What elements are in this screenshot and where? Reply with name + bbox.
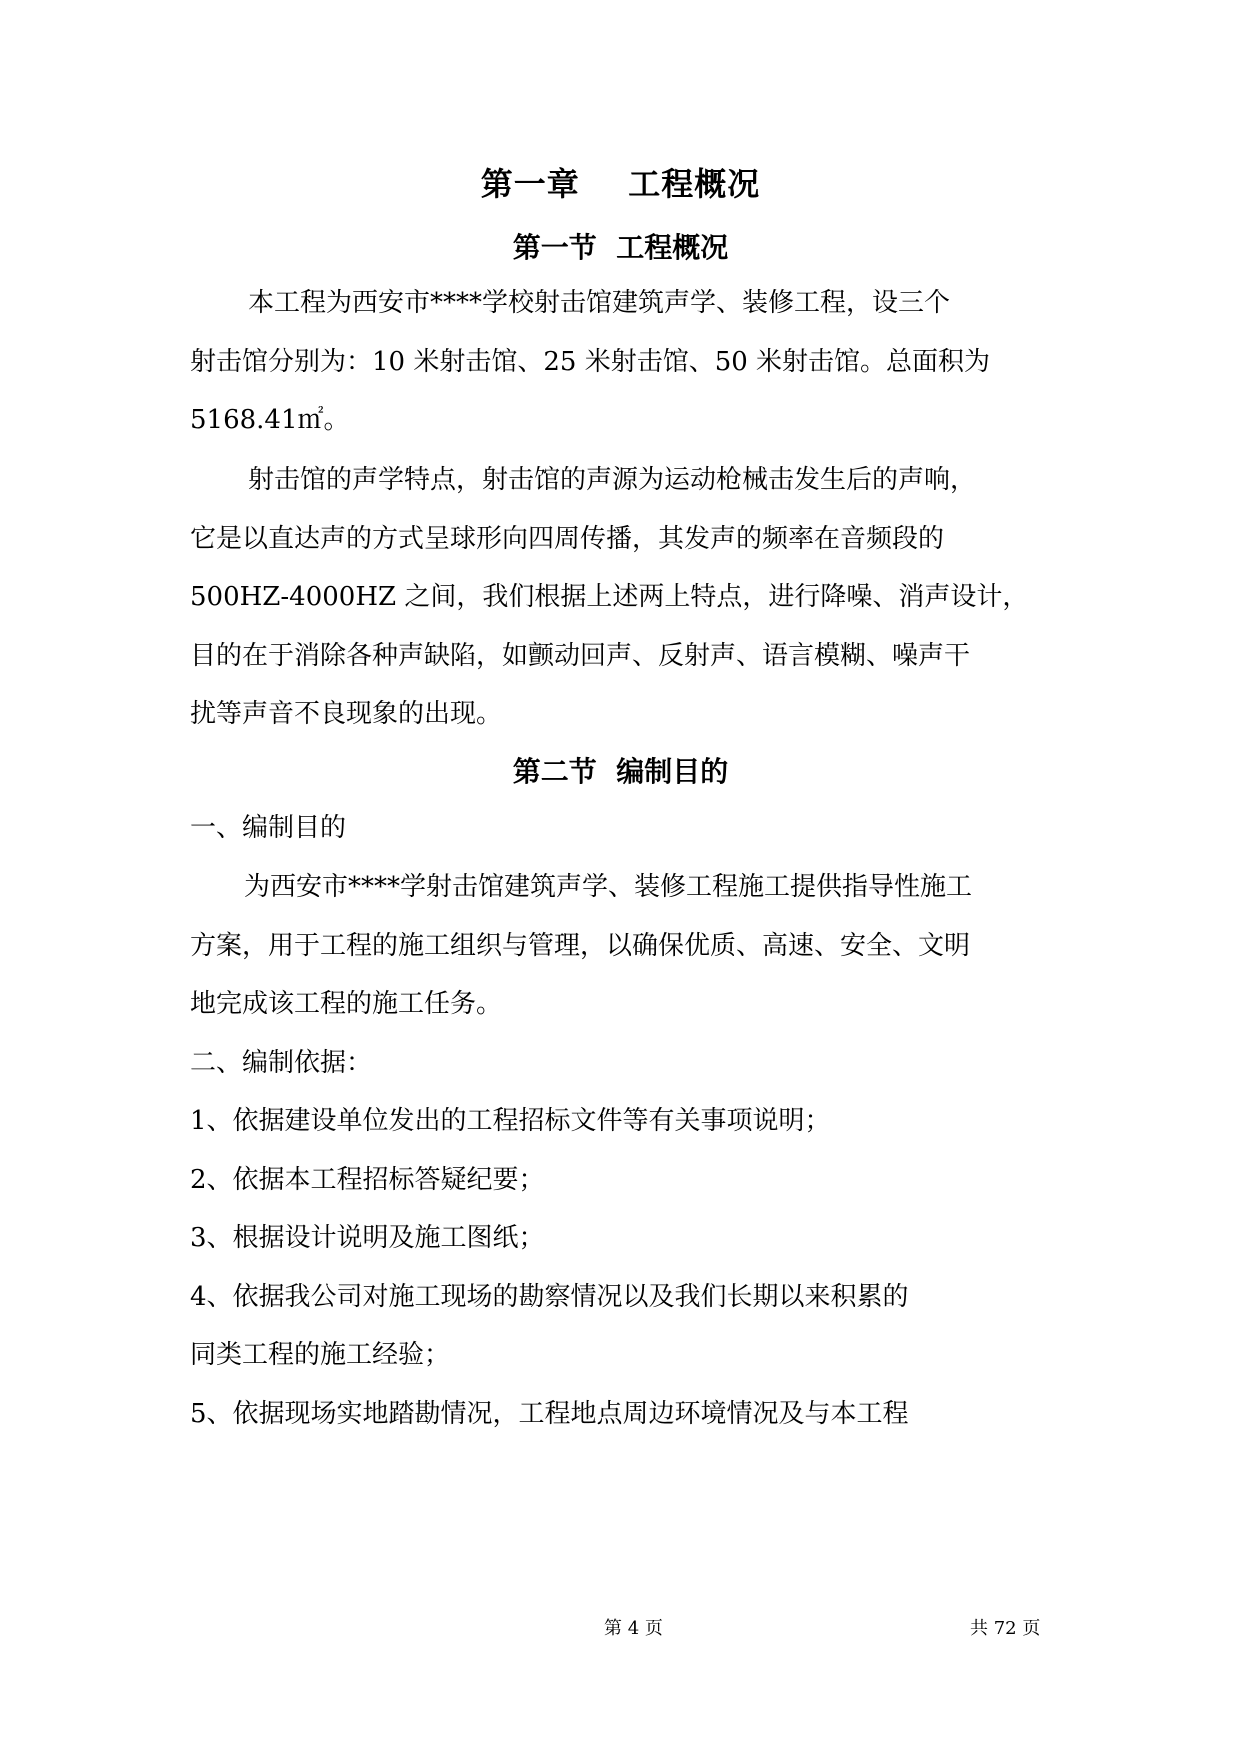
page-total: 共 72 页: [970, 1618, 1041, 1639]
paragraph-line: 射击馆的声学特点，射击馆的声源为运动枪械击发生后的声响，: [248, 465, 977, 495]
list-item: 2、依据本工程招标答疑纪要；: [190, 1165, 545, 1195]
section-title-2: 第二节 编制目的: [512, 755, 729, 788]
paragraph-line: 5168.41㎡。: [190, 405, 350, 435]
paragraph-line: 它是以直达声的方式呈球形向四周传播，其发声的频率在音频段的: [190, 524, 945, 554]
list-item: 5、依据现场实地踏勘情况，工程地点周边环境情况及与本工程: [190, 1399, 909, 1429]
paragraph-line: 500HZ-4000HZ 之间，我们根据上述两上特点，进行降噪、消声设计，: [190, 582, 1029, 612]
page-number: 第 4 页: [604, 1618, 663, 1639]
subheading: 一、编制目的: [190, 813, 347, 843]
chapter-title: 第一章 工程概况: [480, 165, 761, 203]
paragraph-line: 目的在于消除各种声缺陷，如颤动回声、反射声、语言模糊、噪声干: [190, 641, 971, 671]
paragraph-line: 射击馆分别为：10 米射击馆、25 米射击馆、50 米射击馆。总面积为: [190, 347, 991, 377]
list-item: 同类工程的施工经验；: [190, 1340, 451, 1370]
paragraph-line: 本工程为西安市****学校射击馆建筑声学、装修工程，设三个: [248, 288, 951, 318]
subheading: 二、编制依据：: [190, 1048, 373, 1078]
list-item: 1、依据建设单位发出的工程招标文件等有关事项说明；: [190, 1106, 831, 1136]
paragraph-line: 扰等声音不良现象的出现。: [190, 699, 503, 729]
list-item: 4、依据我公司对施工现场的勘察情况以及我们长期以来积累的: [190, 1282, 909, 1312]
section-title-1: 第一节 工程概况: [512, 231, 729, 264]
paragraph-line: 方案，用于工程的施工组织与管理，以确保优质、高速、安全、文明: [190, 931, 971, 961]
list-item: 3、根据设计说明及施工图纸；: [190, 1223, 545, 1253]
paragraph-line: 为西安市****学射击馆建筑声学、装修工程施工提供指导性施工: [244, 872, 973, 902]
paragraph-line: 地完成该工程的施工任务。: [190, 989, 503, 1019]
